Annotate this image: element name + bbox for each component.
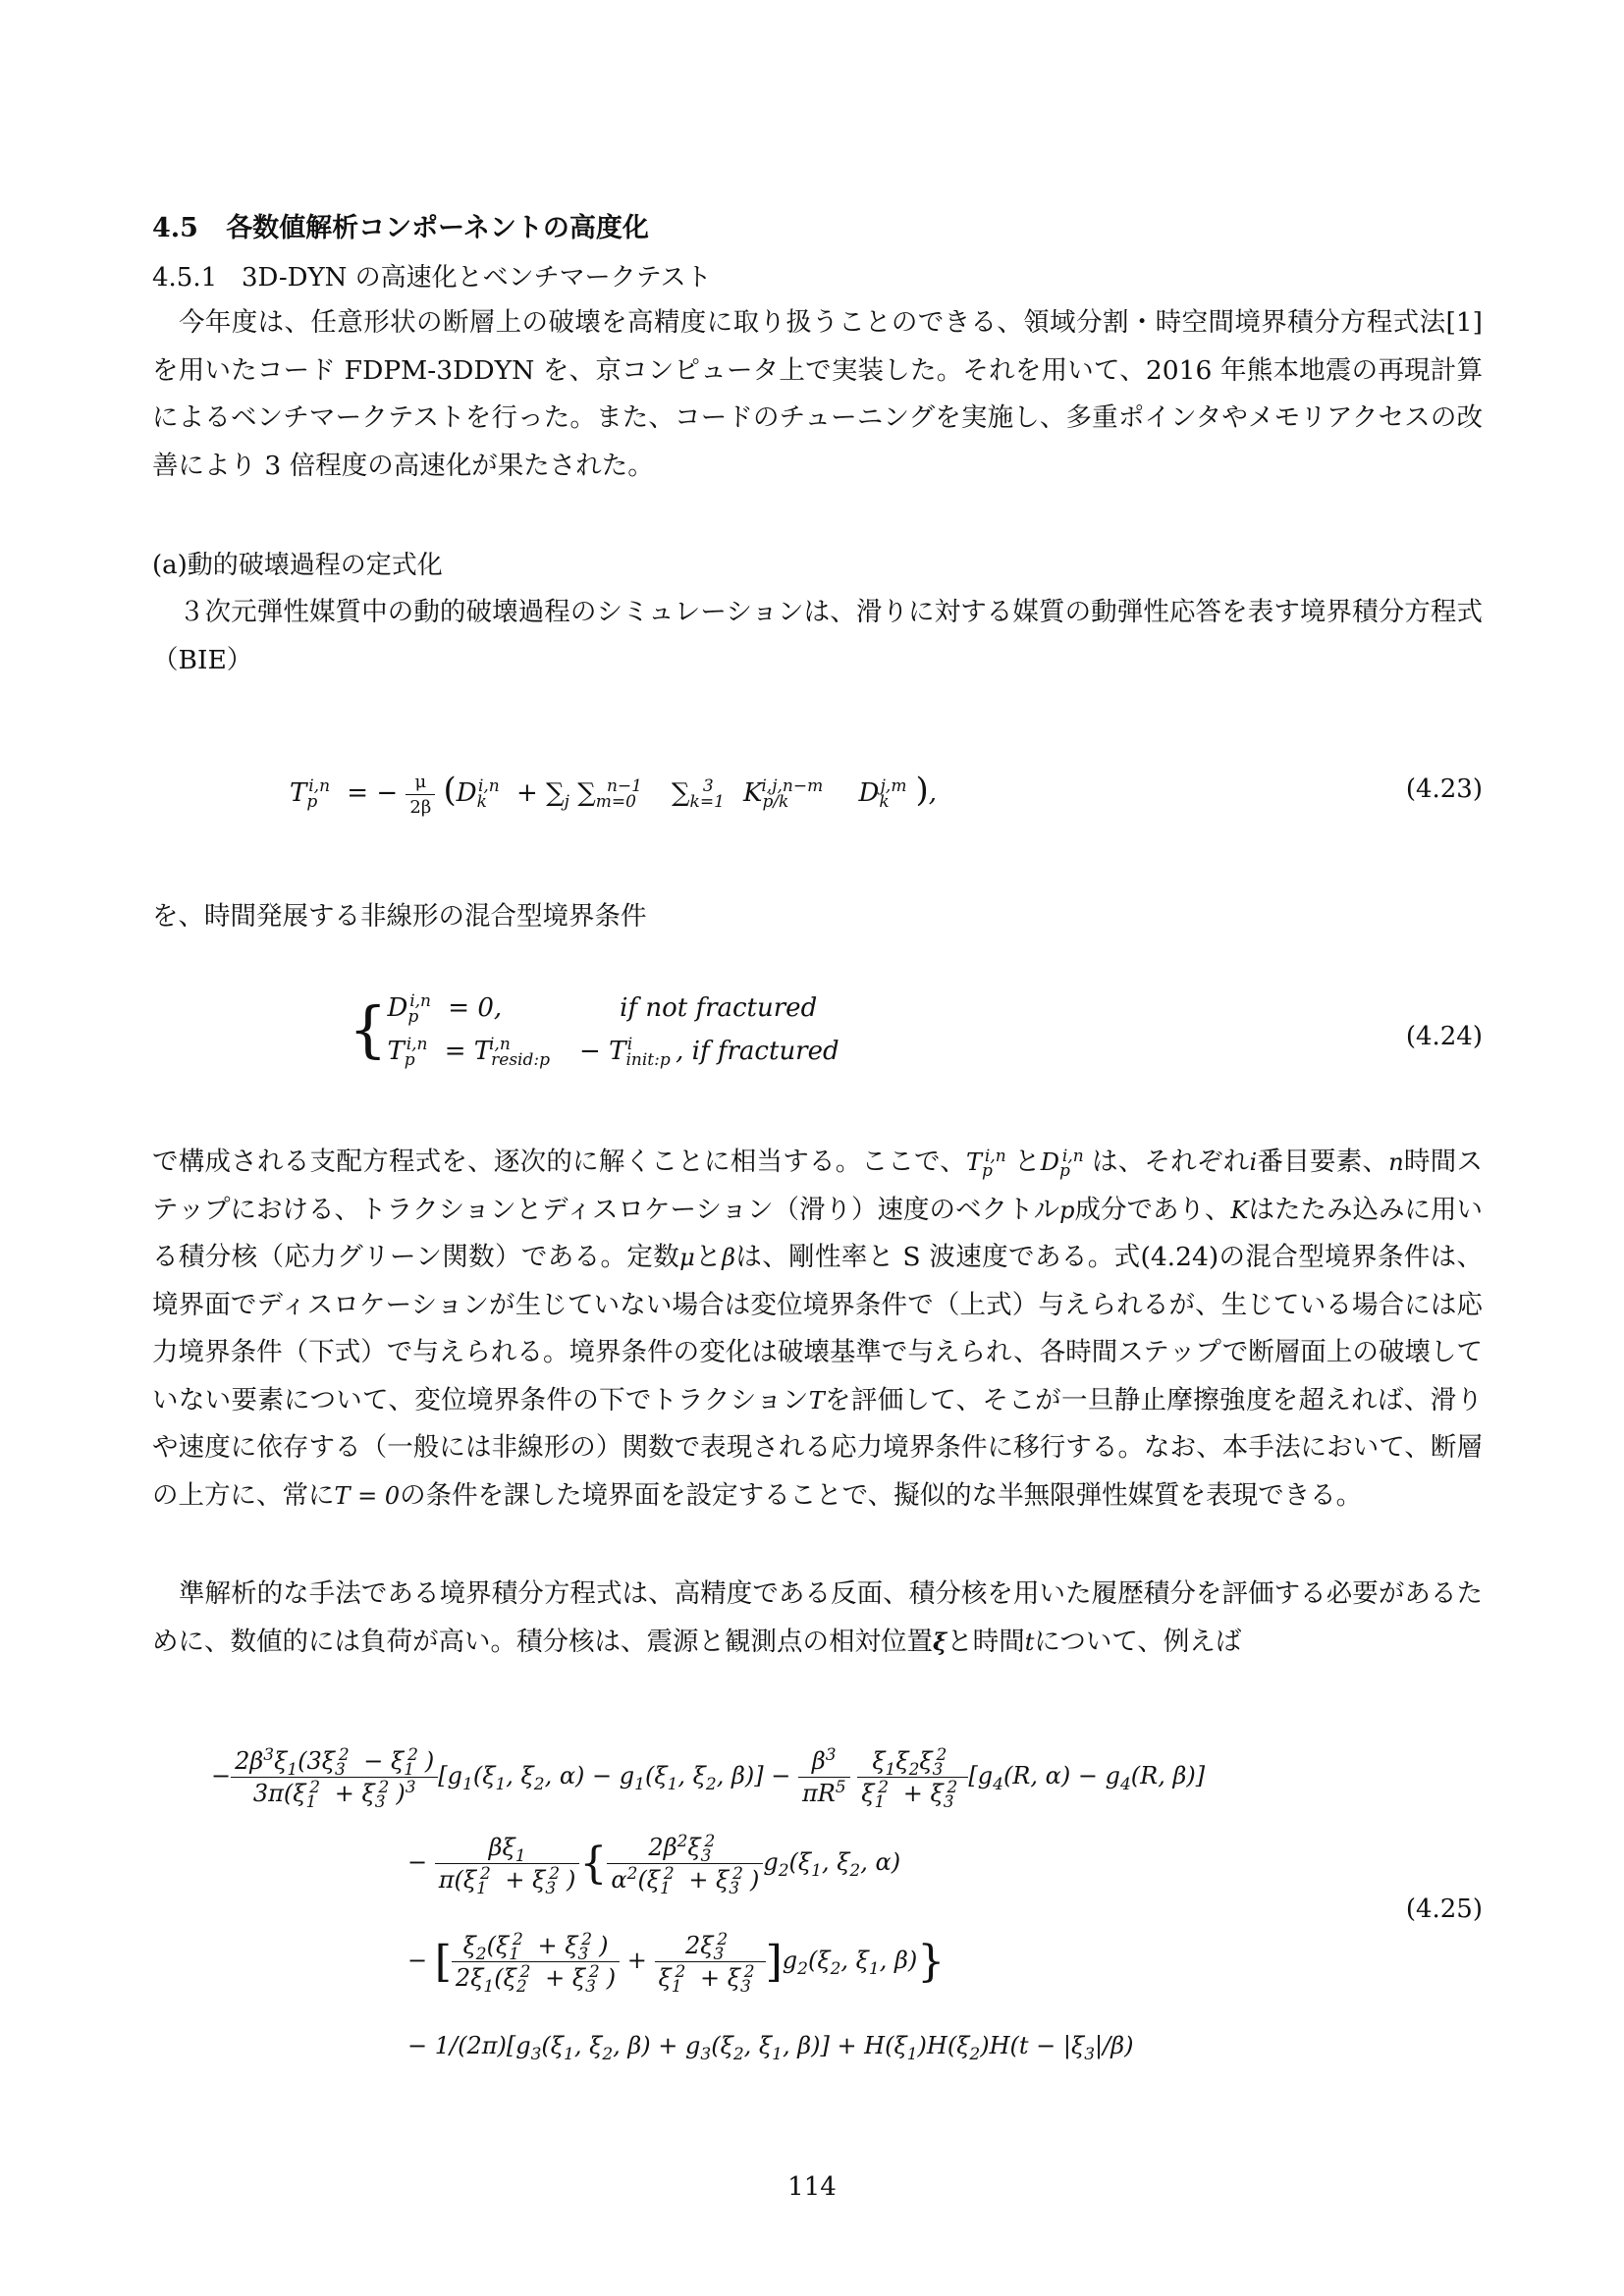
equation-4-25-line-4: − $1/(2\pi)[g_3(\xi_1$, $\xi_2$, $\beta) + g_3(\xi_2$, $\xi_1$, $\beta)] + H(\xi_1)H(\xi_2)H(t - |\xi_3|/\beta)$ (407, 2032, 1134, 2064)
equation-4-24 (152, 987, 1483, 1095)
section-number: 4.5 (152, 213, 198, 243)
page-number: 114 (787, 2172, 837, 2202)
equation-4-25-line-1: − $\frac{2\beta^3\xi_1(3\xi_3^2 - \xi_1^2 )}{3\pi(\xi_1^2 + \xi_3^2 )^3}$ [$g_1(\xi_1$, $\xi_2$, $\alpha) - g_1(\xi_1$, $\xi_2$, β)] − $\frac{\beta^3}{\pi R^5}$ $\frac{\xi_1\xi_2\xi_3^2}{\xi_1^2 + \xi_3^2}$ [$g_4(R$, $\alpha) - g_4(R$, β)] (211, 1745, 1206, 1812)
boundary-condition-intro: を、時間発展する非線形の混合型境界条件 (152, 901, 647, 932)
equation-4-24-number: (4.24) (1405, 1022, 1483, 1051)
equation-4-24-body: { $D_p^{i,n} = 0$, if not fractured $T_p^{i,n} = T_{resid:p}^{i,n} - T_{init:p}^i$ , if fractured (349, 991, 839, 1071)
equation-4-23 (152, 761, 1483, 829)
subsection-heading (152, 257, 712, 294)
explanation-paragraph: で構成される支配方程式を、逐次的に解くことに相当する。ここで、$T_p^{i,n}$ と$D_p^{i,n}$ は、それぞれi番目要素、n時間ステップにおける、トラクションとディスロケーション（滑り）速度のベクトルp成分であり、Kはたたみ込みに用いる積分核（応力グリーン関数）である。定数μとβは、剛性率と S 波速度である。式(4.24)の混合型境界条件は、境界面でディスロケーションが生じていない場合は変位境界条件で（上式）与えられるが、生じている場合には応力境界条件（下式）で与えられる。境界条件の変化は破壊基準で与えられ、各時間ステップで断層面上の破壊していない要素について、変位境界条件の下でトラクションTを評価して、そこが一旦静止摩擦強度を超えれば、滑りや速度に依存する（一般には非線形の）関数で表現される応力境界条件に移行する。なお、本手法において、断層の上方に、常にT = 0の条件を課した境界面を設定することで、擬似的な半無限弾性媒質を表現できる。 (152, 1147, 1484, 1511)
case2-condition: if fractured (691, 1037, 839, 1066)
equation-4-23-number: (4.23) (1405, 774, 1483, 804)
bie-intro-paragraph: ３次元弾性媒質中の動的破壊過程のシミュレーションは、滑りに対する媒質の動弾性応答を表す境界積分方程式（BIE） (152, 597, 1483, 675)
equation-4-25-line-3: − [ $\frac{\xi_2(\xi_1^2 + \xi_3^2 )}{2\xi_1(\xi_2^2 + \xi_3^2 )}$ + $\frac{2\xi_3^2}{\xi_1^2 + \xi_3^2}$ ]$g_2(\xi_2$, $\xi_1$, β)} (407, 1930, 946, 1997)
section-title: 各数値解析コンポーネントの高度化 (226, 213, 649, 243)
subsection-title: 3D-DYN の高速化とベンチマークテスト (241, 263, 712, 293)
intro-paragraph: 今年度は、任意形状の断層上の破壊を高精度に取り扱うことのできる、領域分割・時空間境界積分方程式法[1]を用いたコード FDPM-3DDYN を、京コンピュータ上で実装した。それを用いて、2016 年熊本地震の再現計算によるベンチマークテストを行った。また、コードのチューニングを実施し、多重ポインタやメモリアクセスの改善により 3 倍程度の高速化が果たされた。 (152, 307, 1483, 481)
left-brace: { (349, 993, 388, 1065)
equation-4-25-line-2: − $\frac{\beta\xi_1}{\pi(\xi_1^2 + \xi_3^2 )}$ { $\frac{2\beta^2\xi_3^2}{\alpha^2(\xi_1^2 + \xi_3^2 )}$ $g_2(\xi_1$, $\xi_2$, α) (407, 1832, 901, 1898)
equation-4-23-body: $T_p^{i,n}$ = − $\frac{\mu}{2\beta}$ ($D_k^{i,n} + \sum_j$ $\sum_{m=0}^{n-1}$ $\sum_{k=1}^3$ $K_{p/k}^{i,j,n-m}$ $D_k^{j,m}$ ), (290, 771, 937, 818)
case1-condition: if not fractured (620, 993, 818, 1023)
closing-paragraph: 準解析的な手法である境界積分方程式は、高精度である反面、積分核を用いた履歴積分を評価する必要があるために、数値的には負荷が高い。積分核は、震源と観測点の相対位置ξと時間tについて、例えば (152, 1578, 1483, 1657)
section-heading (152, 206, 649, 244)
subsection-a-heading: (a)動的破壊過程の定式化 (152, 551, 443, 580)
subsection-number: 4.5.1 (152, 263, 218, 293)
equation-4-25-number: (4.25) (1405, 1895, 1483, 1924)
equation-4-25 (152, 1747, 1483, 2101)
